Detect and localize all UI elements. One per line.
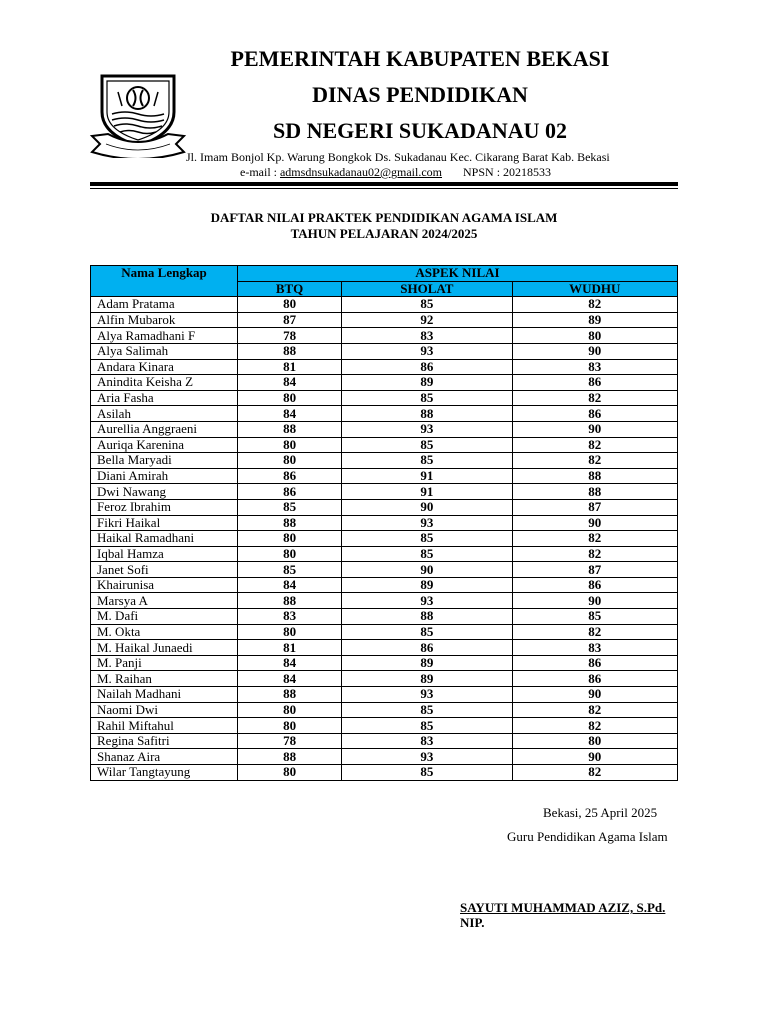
table-row: [91, 718, 678, 734]
student-name-cell: Aurellia Anggraeni: [91, 421, 238, 437]
table-row: [91, 312, 678, 328]
btq-score-cell: 88: [238, 749, 342, 765]
grades-table-body: [91, 297, 678, 780]
wudhu-score-cell: 90: [512, 515, 677, 531]
sholat-score-cell: 91: [342, 484, 512, 500]
btq-score-cell: 80: [238, 546, 342, 562]
sholat-score-cell: 85: [342, 546, 512, 562]
btq-score-cell: 80: [238, 765, 342, 781]
btq-score-cell: 84: [238, 406, 342, 422]
table-row: [91, 406, 678, 422]
wudhu-score-cell: 90: [512, 343, 677, 359]
letterhead-rule-thick: [90, 182, 678, 186]
student-name-cell: Andara Kinara: [91, 359, 238, 375]
student-name-cell: Adam Pratama: [91, 297, 238, 313]
table-row: [91, 733, 678, 749]
wudhu-score-cell: 83: [512, 640, 677, 656]
sholat-score-cell: 93: [342, 687, 512, 703]
sholat-score-cell: 93: [342, 749, 512, 765]
wudhu-score-cell: 86: [512, 671, 677, 687]
wudhu-score-cell: 83: [512, 359, 677, 375]
sholat-score-cell: 85: [342, 390, 512, 406]
document-title: DAFTAR NILAI PRAKTEK PENDIDIKAN AGAMA ISLAM: [210, 210, 558, 225]
student-name-cell: Asilah: [91, 406, 238, 422]
table-row: [91, 437, 678, 453]
btq-score-cell: 78: [238, 733, 342, 749]
wudhu-score-cell: 87: [512, 562, 677, 578]
sholat-score-cell: 90: [342, 499, 512, 515]
table-row: [91, 375, 678, 391]
btq-score-cell: 80: [238, 390, 342, 406]
table-row: [91, 593, 678, 609]
student-name-cell: Diani Amirah: [91, 468, 238, 484]
btq-score-cell: 80: [238, 531, 342, 547]
sholat-score-cell: 83: [342, 328, 512, 344]
wudhu-score-cell: 82: [512, 765, 677, 781]
student-name-cell: Marsya A: [91, 593, 238, 609]
government-heading: PEMERINTAH KABUPATEN BEKASI: [230, 46, 610, 71]
student-name-cell: Alya Salimah: [91, 343, 238, 359]
contact-line: [240, 165, 551, 180]
student-name-cell: Fikri Haikal: [91, 515, 238, 531]
table-row: [91, 297, 678, 313]
table-row: [91, 468, 678, 484]
letterhead-rule-thin: [90, 188, 678, 189]
sholat-score-cell: 85: [342, 437, 512, 453]
name-column-header: Nama Lengkap: [91, 266, 238, 297]
btq-score-cell: 88: [238, 593, 342, 609]
btq-score-cell: 88: [238, 343, 342, 359]
wudhu-score-cell: 89: [512, 312, 677, 328]
sholat-score-cell: 85: [342, 453, 512, 469]
wudhu-score-cell: 80: [512, 733, 677, 749]
student-name-cell: Bella Maryadi: [91, 453, 238, 469]
table-row: [91, 765, 678, 781]
sholat-score-cell: 85: [342, 297, 512, 313]
student-name-cell: M. Panji: [91, 655, 238, 671]
sholat-score-cell: 83: [342, 733, 512, 749]
btq-score-cell: 80: [238, 624, 342, 640]
grades-table: [90, 265, 678, 781]
wudhu-score-cell: 82: [512, 702, 677, 718]
btq-score-cell: 80: [238, 453, 342, 469]
wudhu-score-cell: 88: [512, 484, 677, 500]
btq-score-cell: 87: [238, 312, 342, 328]
sholat-score-cell: 86: [342, 640, 512, 656]
student-name-cell: Janet Sofi: [91, 562, 238, 578]
sholat-score-cell: 85: [342, 702, 512, 718]
student-name-cell: M. Okta: [91, 624, 238, 640]
table-row: [91, 515, 678, 531]
table-row: [91, 577, 678, 593]
column-header-wudhu: WUDHU: [512, 281, 677, 297]
table-row: [91, 655, 678, 671]
btq-score-cell: 84: [238, 655, 342, 671]
column-header-btq: BTQ: [238, 281, 342, 297]
table-row: [91, 343, 678, 359]
sholat-score-cell: 85: [342, 531, 512, 547]
sholat-score-cell: 93: [342, 421, 512, 437]
wudhu-score-cell: 86: [512, 406, 677, 422]
wudhu-score-cell: 82: [512, 437, 677, 453]
sholat-score-cell: 90: [342, 562, 512, 578]
aspect-group-header: ASPEK NILAI: [238, 266, 678, 282]
sholat-score-cell: 85: [342, 718, 512, 734]
student-name-cell: Anindita Keisha Z: [91, 375, 238, 391]
table-row: [91, 687, 678, 703]
wudhu-score-cell: 87: [512, 499, 677, 515]
sholat-score-cell: 89: [342, 671, 512, 687]
student-name-cell: Auriqa Karenina: [91, 437, 238, 453]
wudhu-score-cell: 88: [512, 468, 677, 484]
wudhu-score-cell: 86: [512, 577, 677, 593]
school-address: Jl. Imam Bonjol Kp. Warung Bongkok Ds. Sukadanau Kec. Cikarang Barat Kab. Bekasi: [186, 150, 610, 164]
place-date: Bekasi, 25 April 2025: [543, 805, 658, 820]
btq-score-cell: 84: [238, 375, 342, 391]
btq-score-cell: 84: [238, 577, 342, 593]
student-name-cell: Alya Ramadhani F: [91, 328, 238, 344]
btq-score-cell: 86: [238, 468, 342, 484]
npsn-label: NPSN :: [463, 165, 501, 179]
student-name-cell: Nailah Madhani: [91, 687, 238, 703]
table-row: [91, 671, 678, 687]
sholat-score-cell: 86: [342, 359, 512, 375]
student-name-cell: Alfin Mubarok: [91, 312, 238, 328]
btq-score-cell: 80: [238, 702, 342, 718]
sholat-score-cell: 93: [342, 593, 512, 609]
wudhu-score-cell: 90: [512, 749, 677, 765]
npsn-value: 20218533: [503, 165, 552, 179]
student-name-cell: M. Dafi: [91, 609, 238, 625]
wudhu-score-cell: 82: [512, 453, 677, 469]
wudhu-score-cell: 90: [512, 687, 677, 703]
wudhu-score-cell: 80: [512, 328, 677, 344]
btq-score-cell: 84: [238, 671, 342, 687]
btq-score-cell: 80: [238, 297, 342, 313]
btq-score-cell: 86: [238, 484, 342, 500]
sholat-score-cell: 89: [342, 655, 512, 671]
agency-heading: DINAS PENDIDIKAN: [312, 82, 528, 107]
btq-score-cell: 88: [238, 421, 342, 437]
table-row: [91, 640, 678, 656]
wudhu-score-cell: 86: [512, 375, 677, 391]
table-row: [91, 421, 678, 437]
btq-score-cell: 88: [238, 515, 342, 531]
email-label: e-mail :: [240, 165, 277, 179]
wudhu-score-cell: 82: [512, 297, 677, 313]
sholat-score-cell: 88: [342, 609, 512, 625]
student-name-cell: Aria Fasha: [91, 390, 238, 406]
wudhu-score-cell: 86: [512, 655, 677, 671]
sholat-score-cell: 93: [342, 515, 512, 531]
btq-score-cell: 88: [238, 687, 342, 703]
student-name-cell: Regina Safitri: [91, 733, 238, 749]
school-heading: SD NEGERI SUKADANAU 02: [273, 118, 567, 143]
sholat-score-cell: 85: [342, 765, 512, 781]
student-name-cell: Iqbal Hamza: [91, 546, 238, 562]
column-header-sholat: SHOLAT: [342, 281, 512, 297]
table-row: [91, 624, 678, 640]
student-name-cell: Haikal Ramadhani: [91, 531, 238, 547]
student-name-cell: Khairunisa: [91, 577, 238, 593]
table-row: [91, 359, 678, 375]
btq-score-cell: 85: [238, 499, 342, 515]
table-row: [91, 453, 678, 469]
btq-score-cell: 80: [238, 718, 342, 734]
sholat-score-cell: 91: [342, 468, 512, 484]
wudhu-score-cell: 82: [512, 531, 677, 547]
student-name-cell: Rahil Miftahul: [91, 718, 238, 734]
sholat-score-cell: 89: [342, 577, 512, 593]
email-link[interactable]: admsdnsukadanau02@gmail.com: [279, 165, 443, 179]
sholat-score-cell: 89: [342, 375, 512, 391]
table-row: [91, 499, 678, 515]
student-name-cell: Shanaz Aira: [91, 749, 238, 765]
student-name-cell: Dwi Nawang: [91, 484, 238, 500]
table-row: [91, 390, 678, 406]
sholat-score-cell: 88: [342, 406, 512, 422]
table-row: [91, 546, 678, 562]
student-name-cell: Wilar Tangtayung: [91, 765, 238, 781]
btq-score-cell: 78: [238, 328, 342, 344]
table-row: [91, 328, 678, 344]
signer-position: Guru Pendidikan Agama Islam: [507, 829, 668, 844]
wudhu-score-cell: 90: [512, 421, 677, 437]
wudhu-score-cell: 82: [512, 624, 677, 640]
wudhu-score-cell: 82: [512, 390, 677, 406]
btq-score-cell: 81: [238, 359, 342, 375]
btq-score-cell: 80: [238, 437, 342, 453]
table-row: [91, 749, 678, 765]
student-name-cell: Naomi Dwi: [91, 702, 238, 718]
signer-nip: NIP.: [460, 915, 485, 930]
signer-name: SAYUTI MUHAMMAD AZIZ, S.Pd.: [460, 900, 666, 915]
student-name-cell: M. Haikal Junaedi: [91, 640, 238, 656]
btq-score-cell: 85: [238, 562, 342, 578]
wudhu-score-cell: 82: [512, 718, 677, 734]
student-name-cell: Feroz Ibrahim: [91, 499, 238, 515]
sholat-score-cell: 93: [342, 343, 512, 359]
btq-score-cell: 81: [238, 640, 342, 656]
table-row: [91, 484, 678, 500]
table-row: [91, 609, 678, 625]
wudhu-score-cell: 85: [512, 609, 677, 625]
table-row: [91, 702, 678, 718]
table-row: [91, 531, 678, 547]
wudhu-score-cell: 82: [512, 546, 677, 562]
btq-score-cell: 83: [238, 609, 342, 625]
document-subtitle: TAHUN PELAJARAN 2024/2025: [290, 226, 478, 241]
wudhu-score-cell: 90: [512, 593, 677, 609]
sholat-score-cell: 85: [342, 624, 512, 640]
student-name-cell: M. Raihan: [91, 671, 238, 687]
sholat-score-cell: 92: [342, 312, 512, 328]
table-row: [91, 562, 678, 578]
